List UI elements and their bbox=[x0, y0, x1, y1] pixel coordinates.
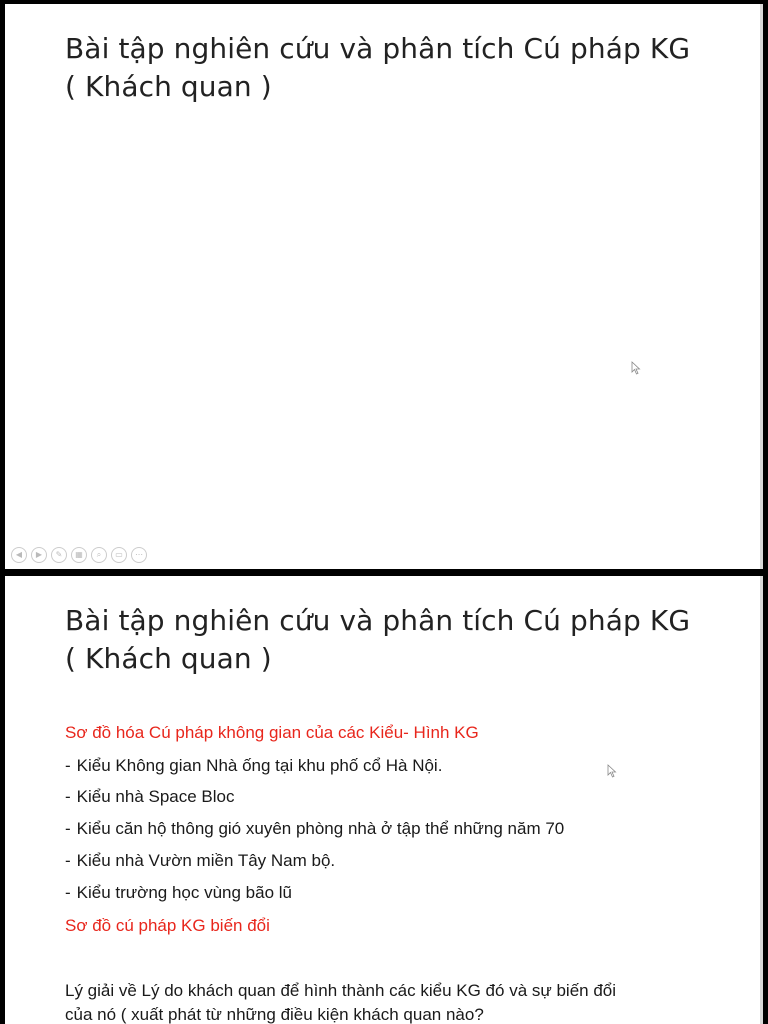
more-icon[interactable]: ⋯ bbox=[131, 547, 147, 563]
list-item-text: Kiểu căn hộ thông gió xuyên phòng nhà ở tập thể những năm 70 bbox=[76, 819, 565, 838]
slide-1-title bbox=[65, 30, 690, 106]
subtitle-icon[interactable]: ▭ bbox=[111, 547, 127, 563]
mouse-cursor-icon bbox=[631, 361, 641, 375]
mouse-cursor-icon bbox=[607, 764, 617, 778]
pen-icon[interactable]: ✎ bbox=[51, 547, 67, 563]
prev-icon[interactable]: ◀ bbox=[11, 547, 27, 563]
list-item: - Kiểu trường học vùng bão lũ bbox=[65, 883, 293, 902]
heading-transform: Sơ đồ cú pháp KG biến đổi bbox=[65, 916, 270, 935]
list-item: - Kiểu Không gian Nhà ống tại khu phố cổ Hà Nội. bbox=[65, 756, 443, 775]
slide-2 bbox=[5, 576, 763, 1024]
list-item-text: Kiểu nhà Vườn miền Tây Nam bộ. bbox=[76, 851, 336, 870]
slide-2-title-line-1: Bài tập nghiên cứu và phân tích Cú pháp KG bbox=[65, 604, 691, 637]
slide-1-title-line-1: Bài tập nghiên cứu và phân tích Cú pháp KG bbox=[65, 32, 691, 65]
list-item: - Kiểu nhà Space Bloc bbox=[65, 787, 235, 806]
paragraph-line-2: của nó ( xuất phát từ những điều kiện khách quan nào? bbox=[65, 1005, 484, 1024]
list-item-text: Kiểu nhà Space Bloc bbox=[76, 787, 235, 806]
list-item-text: Kiểu Không gian Nhà ống tại khu phố cổ Hà Nội. bbox=[76, 756, 443, 775]
list-item: - Kiểu nhà Vườn miền Tây Nam bộ. bbox=[65, 851, 336, 870]
next-icon[interactable]: ▶ bbox=[31, 547, 47, 563]
slide-1-title-line-2: ( Khách quan ) bbox=[65, 70, 272, 103]
slide-2-title bbox=[65, 602, 690, 678]
slide-1 bbox=[5, 4, 763, 569]
list-item-text: Kiểu trường học vùng bão lũ bbox=[76, 883, 293, 902]
list-item: - Kiểu căn hộ thông gió xuyên phòng nhà ở tập thể những năm 70 bbox=[65, 819, 565, 838]
slideshow-toolbar bbox=[11, 547, 147, 563]
slide-2-title-line-2: ( Khách quan ) bbox=[65, 642, 272, 675]
heading-schematic: Sơ đồ hóa Cú pháp không gian của các Kiểu- Hình KG bbox=[65, 723, 479, 742]
slides-icon[interactable]: ▦ bbox=[71, 547, 87, 563]
zoom-icon[interactable]: ⌕ bbox=[91, 547, 107, 563]
paragraph-line-1: Lý giải về Lý do khách quan để hình thành các kiểu KG đó và sự biến đổi bbox=[65, 981, 617, 1000]
